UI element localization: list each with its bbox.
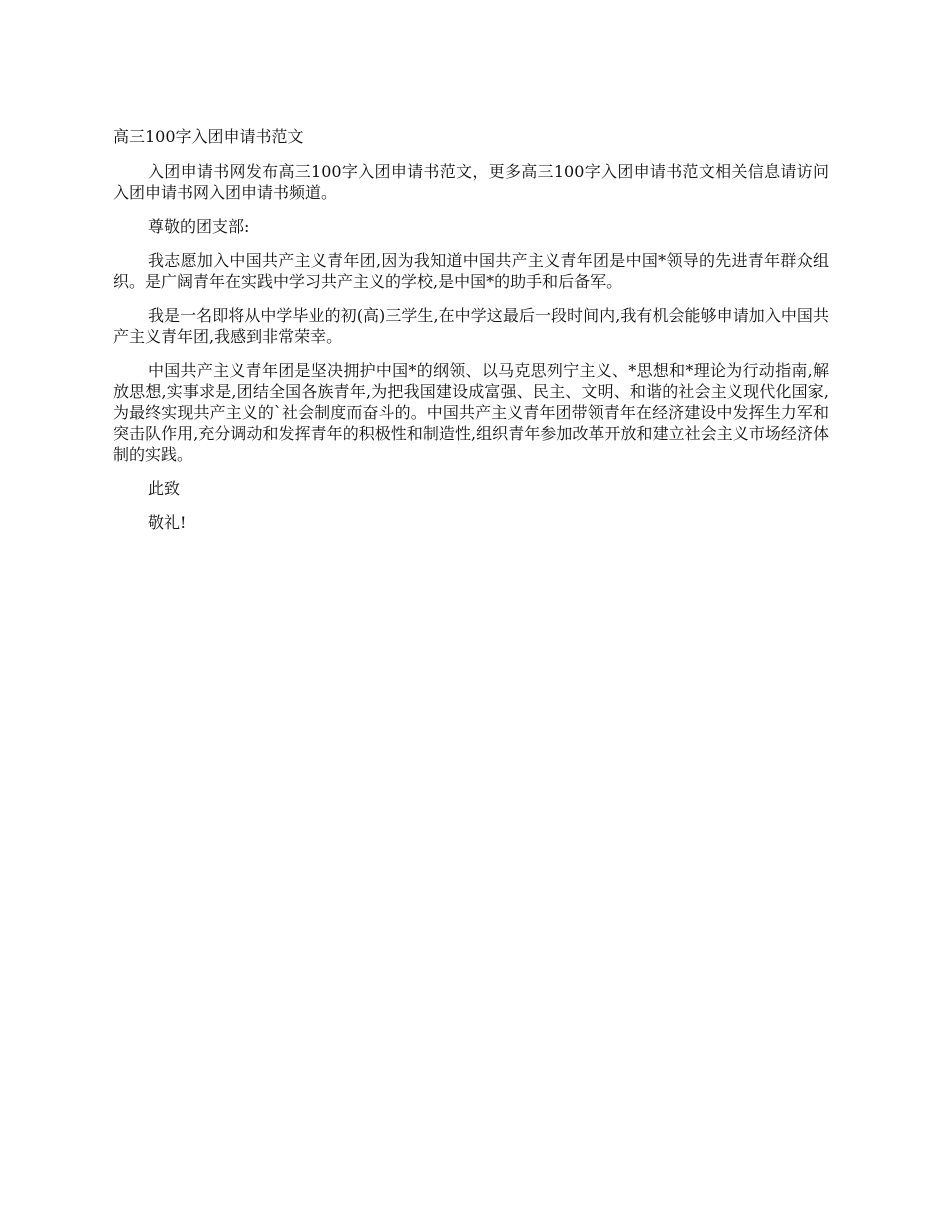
closing-line: 此致 xyxy=(148,479,181,498)
body-paragraph-3: 中国共产主义青年团是坚决拥护中国*的纲领、以马克思列宁主义、*思想和*理论为行动指南,解放思想,实事求是,团结全国各族青年,为把我国建设成富强、民主、文明、和谐的社会主义现代化国家,为最终实现共产主义的`社会制度而奋斗的。中国共产主义青年团带领青年在经济建设中发挥生力军和突击队作用,充分调动和发挥青年的积极性和制造性,组织青年参加改革开放和建立社会主义市场经济体制的实践。 xyxy=(113,361,829,464)
body-paragraph-2: 我是一名即将从中学毕业的初(高)三学生,在中学这最后一段时间内,我有机会能够申请加入中国共产主义青年团,我感到非常荣幸。 xyxy=(113,306,829,346)
document-page xyxy=(113,126,829,546)
intro-paragraph: 入团申请书网发布高三100字入团申请书范文，更多高三100字入团申请书范文相关信息请访问入团申请书网入团申请书频道。 xyxy=(113,162,829,202)
body-paragraph-1: 我志愿加入中国共产主义青年团,因为我知道中国共产主义青年团是中国*领导的先进青年群众组织。是广阔青年在实践中学习共产主义的学校,是中国*的助手和后备军。 xyxy=(113,251,829,291)
closing-regards: 敬礼! xyxy=(148,513,187,532)
document-title: 高三100字入团申请书范文 xyxy=(113,127,304,146)
salutation: 尊敬的团支部: xyxy=(148,217,250,236)
